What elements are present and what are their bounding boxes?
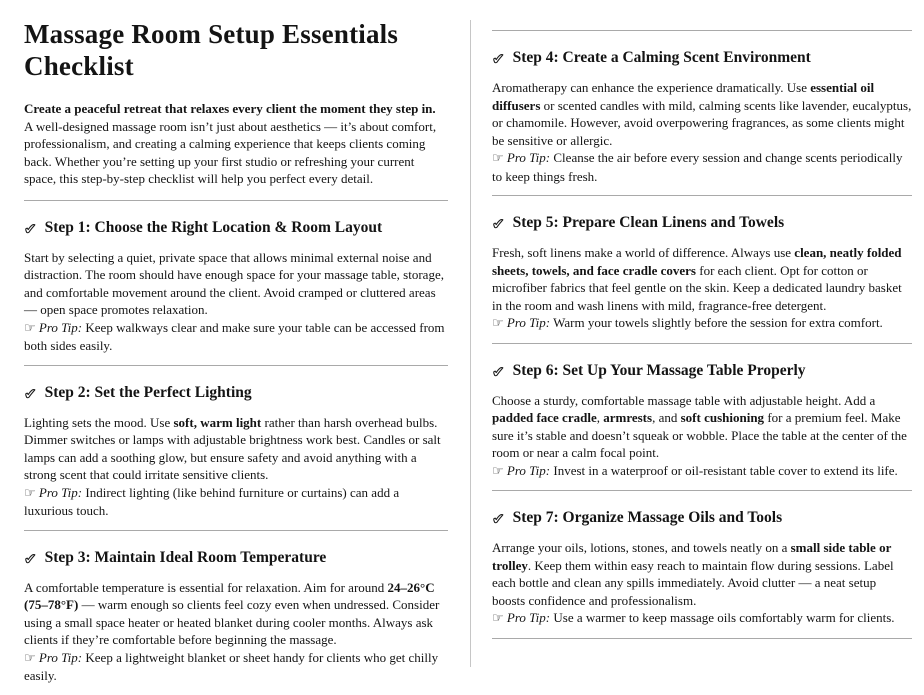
step-heading bbox=[24, 219, 448, 237]
pointing-hand-icon: ☞ bbox=[492, 151, 504, 166]
pro-tip bbox=[492, 462, 912, 481]
step-body: Start by selecting a quiet, private space that allows minimal external noise and distraction. The room should have enough space for your massage table, storage, and comfortable movement around the client. Avoid cramped or cluttered areas — open space promotes relaxation. bbox=[24, 249, 444, 317]
left-steps-container bbox=[24, 200, 448, 685]
section-divider bbox=[492, 195, 912, 196]
pro-tip-text: Warm your towels slightly before the session for extra comfort. bbox=[553, 315, 883, 330]
pro-tip-label: Pro Tip: bbox=[38, 319, 83, 335]
intro-paragraph bbox=[24, 100, 448, 188]
pro-tip bbox=[492, 609, 912, 628]
right-steps-container bbox=[492, 30, 912, 628]
step-heading-text: Step 3: Maintain Ideal Room Temperature bbox=[44, 548, 327, 566]
step-heading bbox=[24, 549, 448, 567]
step-section bbox=[492, 30, 912, 185]
pro-tip bbox=[492, 314, 912, 333]
pointing-hand-icon: ☞ bbox=[24, 320, 36, 336]
pro-tip-text: Keep walkways clear and make sure your table can be accessed from both sides easily. bbox=[24, 319, 445, 353]
check-icon: ✔ bbox=[492, 362, 505, 381]
step-body: Aromatherapy can enhance the experience dramatically. Use essential oil diffusers or scented candles with mild, calming scents like lavender, eucalyptus, or chamomile. However, avoid overpowering fragrances, as some clients might be sensitive or allergic. bbox=[492, 80, 912, 148]
pro-tip-text: Use a warmer to keep massage oils comfortably warm for clients. bbox=[553, 610, 895, 625]
section-divider bbox=[492, 343, 912, 344]
check-icon: ✔ bbox=[492, 215, 505, 233]
pointing-hand-icon: ☞ bbox=[492, 463, 504, 479]
step-heading bbox=[24, 384, 448, 402]
step-heading-text: Step 1: Choose the Right Location & Room Layout bbox=[44, 218, 383, 236]
pro-tip-text: Keep a lightweight blanket or sheet handy for clients who get chilly easily. bbox=[24, 649, 439, 683]
step-heading-text: Step 7: Organize Massage Oils and Tools bbox=[512, 509, 783, 526]
pro-tip-text: Cleanse the air before every session and change scents periodically to keep things fresh. bbox=[492, 150, 903, 184]
step-heading bbox=[492, 214, 912, 232]
section-divider bbox=[24, 200, 448, 201]
step-body: Fresh, soft linens make a world of difference. Always use clean, neatly folded sheets, towels, and face cradle covers for each client. Opt for cotton or microfiber fabrics that feel gentle on the skin. Keep a dedicated laundry basket in the room and wash linens with mild, fragrance-free detergent. bbox=[492, 245, 902, 313]
step-section bbox=[24, 365, 448, 520]
step-body: Arrange your oils, lotions, stones, and towels neatly on a small side table or trolley. Keep them within easy reach to maintain flow during sessions. Label each bottle and clean any spills immediately. Avoid clutter — a neat setup boosts confidence and professionalism. bbox=[492, 540, 894, 608]
pro-tip bbox=[492, 149, 912, 185]
step-body: A comfortable temperature is essential for relaxation. Aim for around 24–26°C (75–78°F) — warm enough so clients feel cozy even when undressed. Consider using a small space heater or heated blanket during cooler months. Always ask clients if they’re comfortable before beginning the massage. bbox=[24, 579, 440, 647]
pointing-hand-icon: ☞ bbox=[492, 611, 504, 626]
step-heading-text: Step 4: Create a Calming Scent Environment bbox=[512, 49, 811, 66]
section-divider bbox=[492, 638, 912, 639]
step-section bbox=[24, 200, 448, 355]
pro-tip-label: Pro Tip: bbox=[506, 610, 551, 625]
check-icon: ✔ bbox=[24, 549, 37, 568]
check-icon: ✔ bbox=[24, 219, 37, 238]
step-heading bbox=[492, 362, 912, 380]
pro-tip-label: Pro Tip: bbox=[506, 315, 551, 330]
pro-tip-label: Pro Tip: bbox=[38, 484, 83, 500]
check-icon: ✔ bbox=[492, 50, 505, 68]
step-section bbox=[24, 530, 448, 685]
page-title: Massage Room Setup Essentials Checklist bbox=[24, 19, 399, 81]
pointing-hand-icon: ☞ bbox=[24, 650, 36, 666]
step-section bbox=[492, 343, 912, 481]
pointing-hand-icon: ☞ bbox=[492, 316, 504, 331]
step-heading bbox=[492, 49, 912, 67]
column-left bbox=[24, 18, 448, 695]
step-heading bbox=[492, 509, 912, 527]
check-icon: ✔ bbox=[24, 384, 37, 403]
step-body: Choose a sturdy, comfortable massage table with adjustable height. Add a padded face cradle, armrests, and soft cushioning for a premium feel. Make sure it’s stable and doesn’t squeak or wobble. Place the table at the center of the room or near a calm focal point. bbox=[492, 392, 907, 460]
section-divider bbox=[24, 365, 448, 366]
pro-tip-text: Indirect lighting (like behind furniture or curtains) can add a luxurious touch. bbox=[24, 484, 400, 518]
pointing-hand-icon: ☞ bbox=[24, 485, 36, 501]
step-heading-text: Step 5: Prepare Clean Linens and Towels bbox=[512, 214, 785, 231]
column-right bbox=[492, 18, 912, 695]
section-divider bbox=[24, 530, 448, 531]
pro-tip bbox=[24, 484, 448, 520]
step-heading-text: Step 2: Set the Perfect Lighting bbox=[44, 383, 252, 401]
pro-tip-label: Pro Tip: bbox=[506, 462, 551, 478]
section-divider bbox=[492, 30, 912, 31]
pro-tip bbox=[24, 649, 448, 685]
pro-tip-label: Pro Tip: bbox=[38, 649, 83, 665]
step-body: Lighting sets the mood. Use soft, warm light rather than harsh overhead bulbs. Dimmer switches or lamps with adjustable brightness work best. Candles or salt lamps can add a soothing glow, but ensure safety and avoid anything with a strong scent that could irritate sensitive clients. bbox=[24, 414, 441, 482]
intro-lead: Create a peaceful retreat that relaxes every client the moment they step in. bbox=[24, 101, 436, 116]
pro-tip bbox=[24, 319, 448, 355]
section-divider bbox=[492, 490, 912, 491]
pro-tip-label: Pro Tip: bbox=[506, 150, 551, 165]
check-icon: ✔ bbox=[492, 510, 505, 528]
column-divider bbox=[470, 20, 471, 667]
step-section bbox=[492, 490, 912, 628]
step-heading-text: Step 6: Set Up Your Massage Table Properly bbox=[512, 361, 806, 379]
intro-text: A well-designed massage room isn’t just about aesthetics — it’s about comfort, professionalism, and creating a calming experience that keeps clients coming back. Whether you’re setting up your first studio or refreshing your current space, this step-by-step checklist will help you perfect every detail. bbox=[24, 118, 437, 186]
step-section bbox=[492, 195, 912, 333]
pro-tip-text: Invest in a waterproof or oil-resistant table cover to extend its life. bbox=[553, 462, 898, 478]
